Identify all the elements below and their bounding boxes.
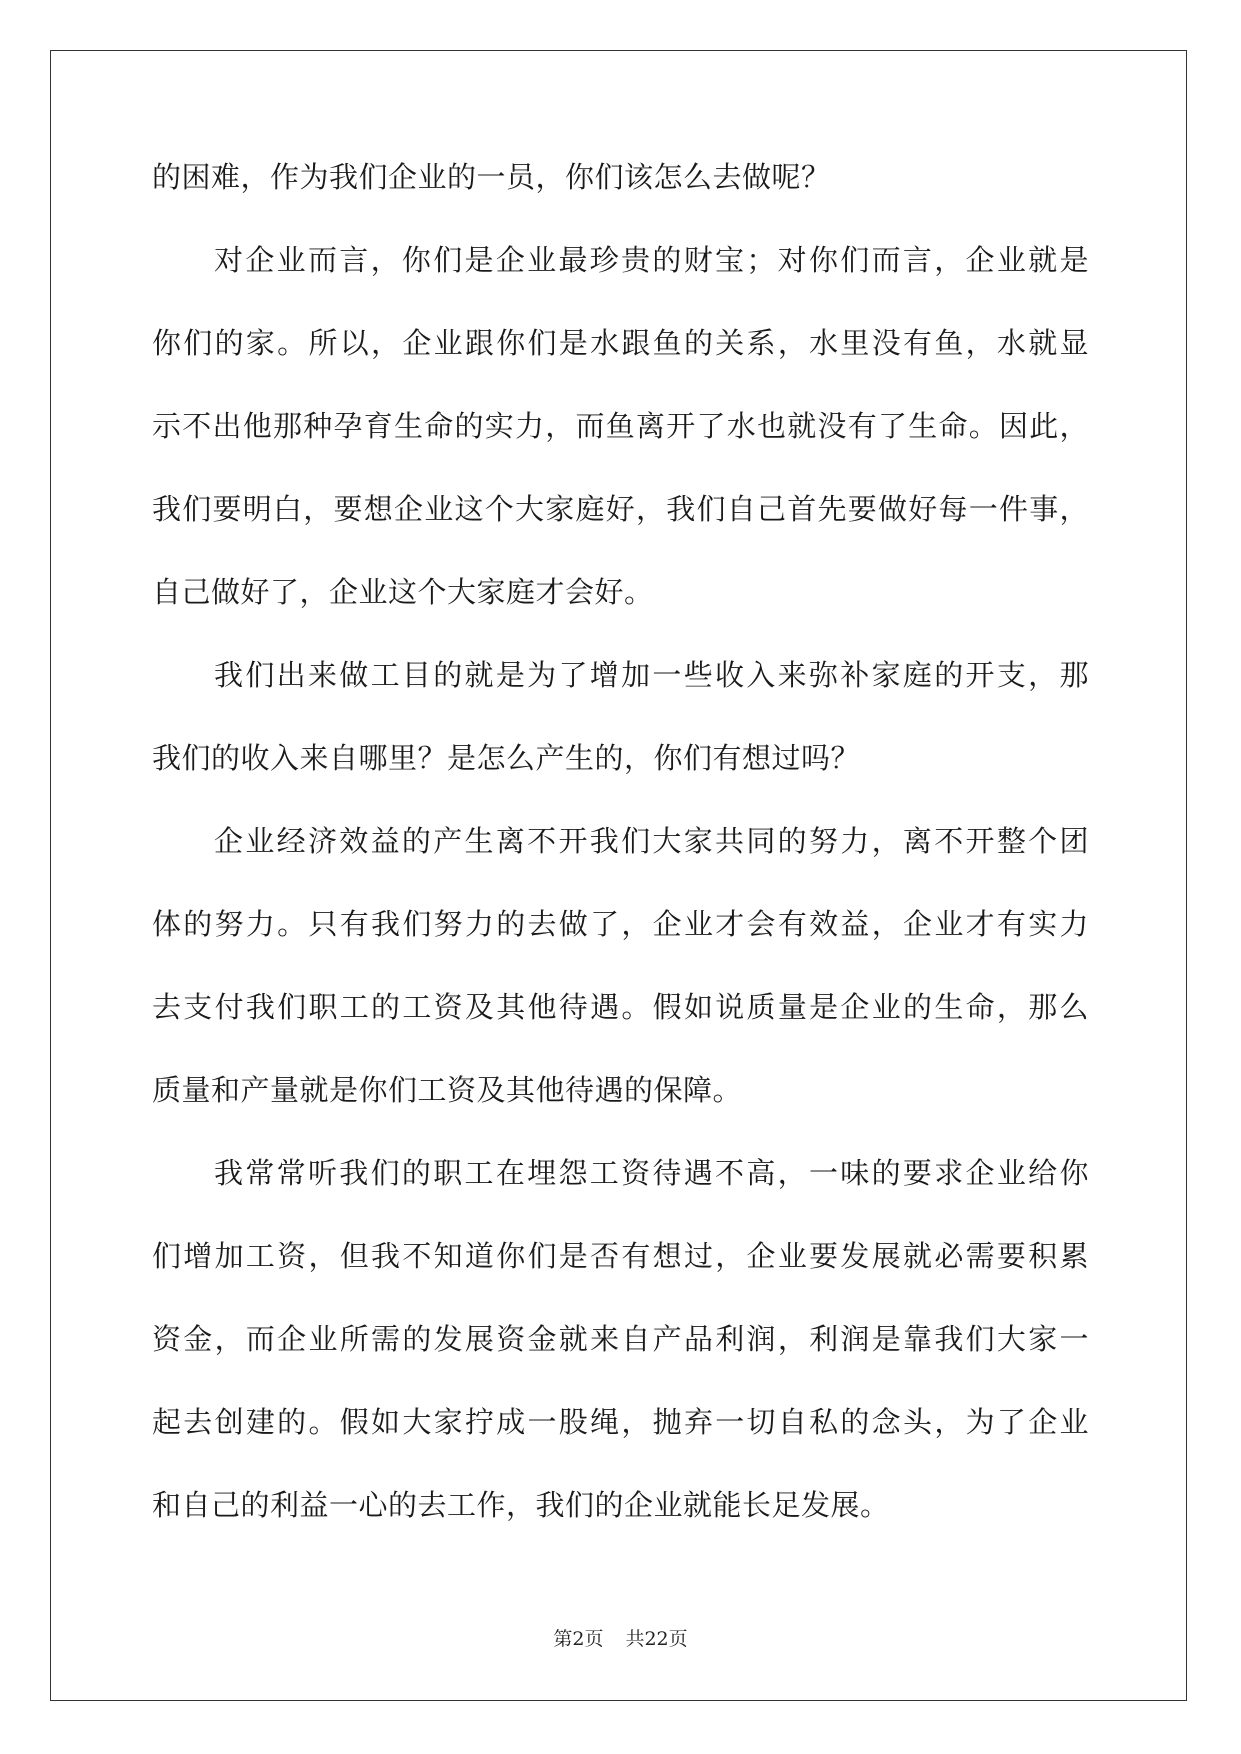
paragraph-2 [152,241,1089,611]
text-line: 去支付我们职工的工资及其他待遇。假如说质量是企业的生命，那么 [152,990,1089,1024]
page-total: 共22页 [625,1628,688,1650]
paragraph-3 [152,656,1089,777]
document-body [152,158,1089,1524]
text-line: 和自己的利益一心的去工作，我们的企业就能长足发展。 [152,1488,890,1522]
text-line: 我们的收入来自哪里？是怎么产生的，你们有想过吗？ [152,741,861,775]
text-line: 示不出他那种孕育生命的实力，而鱼离开了水也就没有了生命。因此， [152,409,1089,443]
paragraph-5 [152,1154,1089,1524]
text-line: 质量和产量就是你们工资及其他待遇的保障。 [152,1073,743,1107]
text-line: 们增加工资，但我不知道你们是否有想过，企业要发展就必需要积累 [152,1239,1089,1273]
page-number: 第2页 [553,1628,604,1650]
text-line: 我们要明白，要想企业这个大家庭好，我们自己首先要做好每一件事， [152,492,1089,526]
text-line: 资金，而企业所需的发展资金就来自产品利润，利润是靠我们大家一 [152,1322,1089,1356]
text-line: 我们出来做工目的就是为了增加一些收入来弥补家庭的开支，那 [214,658,1089,692]
paragraph-4 [152,822,1089,1109]
text-line: 起去创建的。假如大家拧成一股绳，抛弃一切自私的念头，为了企业 [152,1405,1089,1439]
text-line: 企业经济效益的产生离不开我们大家共同的努力，离不开整个团 [214,824,1089,858]
text-line: 的困难，作为我们企业的一员，你们该怎么去做呢？ [152,160,831,194]
text-line: 你们的家。所以，企业跟你们是水跟鱼的关系，水里没有鱼，水就显 [152,326,1089,360]
page-footer [0,1624,1241,1651]
text-line: 对企业而言，你们是企业最珍贵的财宝；对你们而言，企业就是 [214,243,1089,277]
text-line: 自己做好了，企业这个大家庭才会好。 [152,575,654,609]
text-line: 体的努力。只有我们努力的去做了，企业才会有效益，企业才有实力 [152,907,1089,941]
paragraph-1 [152,158,1089,196]
text-line: 我常常听我们的职工在埋怨工资待遇不高，一味的要求企业给你 [214,1156,1089,1190]
